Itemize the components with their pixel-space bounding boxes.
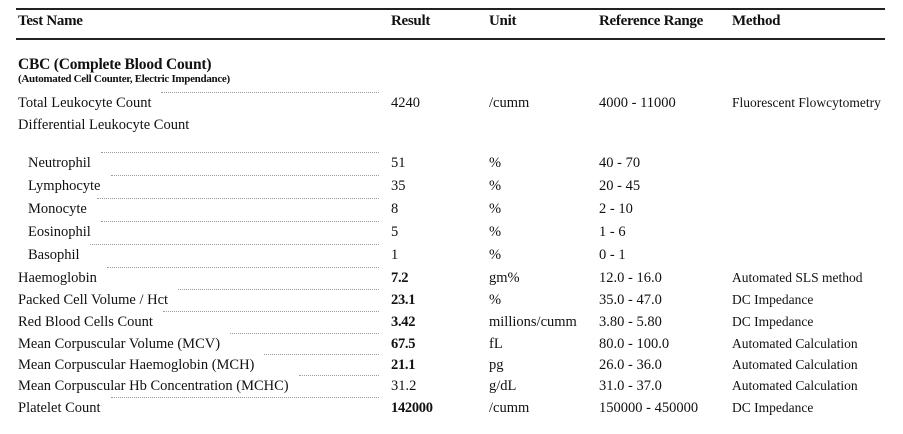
reference-range-value: 0 - 1 <box>599 247 626 263</box>
dot-leader <box>230 333 379 334</box>
dot-leader <box>111 175 379 176</box>
dot-leader <box>101 221 379 222</box>
result-value: 51 <box>391 155 406 171</box>
section-title: CBC (Complete Blood Count) <box>18 56 212 73</box>
result-value: 21.1 <box>391 357 416 373</box>
dot-leader <box>97 198 379 199</box>
dot-leader <box>90 244 379 245</box>
reference-range-value: 1 - 6 <box>599 224 626 240</box>
dot-leader <box>163 311 379 312</box>
dot-leader <box>264 354 379 355</box>
header-method: Method <box>732 13 781 29</box>
test-name: Packed Cell Volume / Hct <box>18 292 169 308</box>
test-name: Mean Corpuscular Hb Concentration (MCHC) <box>18 378 289 394</box>
result-value: 4240 <box>391 95 420 111</box>
result-value: 3.42 <box>391 314 416 330</box>
header-reference-range: Reference Range <box>599 13 703 29</box>
result-value: 35 <box>391 178 406 194</box>
reference-range-value: 2 - 10 <box>599 201 633 217</box>
reference-range-value: 26.0 - 36.0 <box>599 357 662 373</box>
method-value: Fluorescent Flowcytometry <box>732 95 881 110</box>
header-unit: Unit <box>489 13 517 29</box>
reference-range-value: 80.0 - 100.0 <box>599 336 670 352</box>
unit-value: /cumm <box>489 95 530 111</box>
test-name: Eosinophil <box>28 224 91 240</box>
table-row <box>0 375 903 397</box>
dot-leader <box>299 375 379 376</box>
test-name: Total Leukocyte Count <box>18 95 152 111</box>
table-row <box>0 311 903 333</box>
unit-value: pg <box>489 357 504 373</box>
table-row <box>0 333 903 355</box>
method-value: Automated Calculation <box>732 336 858 351</box>
section-subtitle: (Automated Cell Counter, Electric Impendance) <box>18 73 230 85</box>
unit-value: % <box>489 155 502 171</box>
dot-leader <box>107 267 379 268</box>
test-name: Lymphocyte <box>28 178 101 194</box>
unit-value: millions/cumm <box>489 314 577 330</box>
unit-value: % <box>489 224 502 240</box>
reference-range-value: 35.0 - 47.0 <box>599 292 662 308</box>
reference-range-value: 31.0 - 37.0 <box>599 378 662 394</box>
test-name: Haemoglobin <box>18 270 97 286</box>
test-name: Mean Corpuscular Volume (MCV) <box>18 336 221 352</box>
result-value: 5 <box>391 224 399 240</box>
result-value: 142000 <box>391 400 433 416</box>
test-name: Mean Corpuscular Haemoglobin (MCH) <box>18 357 255 373</box>
dot-leader <box>161 92 379 93</box>
table-row <box>0 92 903 114</box>
reference-range-value: 3.80 - 5.80 <box>599 314 662 330</box>
unit-value: g/dL <box>489 378 517 394</box>
table-row <box>0 114 903 136</box>
result-value: 1 <box>391 247 399 263</box>
test-name: Red Blood Cells Count <box>18 314 153 330</box>
unit-value: /cumm <box>489 400 530 416</box>
reference-range-value: 20 - 45 <box>599 178 641 194</box>
unit-value: % <box>489 178 502 194</box>
method-value: Automated SLS method <box>732 270 863 285</box>
header-result: Result <box>391 13 431 29</box>
test-name: Monocyte <box>28 201 87 217</box>
table-row <box>0 152 903 174</box>
test-name: Differential Leukocyte Count <box>18 117 190 133</box>
reference-range-value: 12.0 - 16.0 <box>599 270 662 286</box>
reference-range-value: 4000 - 11000 <box>599 95 676 111</box>
table-row <box>0 221 903 243</box>
unit-value: fL <box>489 336 503 352</box>
header-test-name: Test Name <box>18 13 83 29</box>
test-name: Platelet Count <box>18 400 101 416</box>
result-value: 8 <box>391 201 399 217</box>
reference-range-value: 40 - 70 <box>599 155 641 171</box>
dot-leader <box>101 152 379 153</box>
result-value: 7.2 <box>391 270 409 286</box>
dot-leader <box>178 289 379 290</box>
test-name: Basophil <box>28 247 80 263</box>
table-row <box>0 198 903 220</box>
table-row <box>0 175 903 197</box>
method-value: DC Impedance <box>732 314 814 329</box>
header-bottom-rule <box>16 38 885 40</box>
table-row <box>0 244 903 266</box>
dot-leader <box>111 397 379 398</box>
table-row <box>0 397 903 419</box>
result-value: 67.5 <box>391 336 416 352</box>
reference-range-value: 150000 - 450000 <box>599 400 699 416</box>
method-value: Automated Calculation <box>732 378 858 393</box>
result-value: 31.2 <box>391 378 417 394</box>
method-value: DC Impedance <box>732 292 814 307</box>
unit-value: % <box>489 292 502 308</box>
result-value: 23.1 <box>391 292 416 308</box>
test-name: Neutrophil <box>28 155 91 171</box>
method-value: Automated Calculation <box>732 357 858 372</box>
table-row <box>0 354 903 376</box>
unit-value: gm% <box>489 270 520 286</box>
table-row <box>0 267 903 289</box>
table-row <box>0 289 903 311</box>
unit-value: % <box>489 247 502 263</box>
unit-value: % <box>489 201 502 217</box>
method-value: DC Impedance <box>732 400 814 415</box>
